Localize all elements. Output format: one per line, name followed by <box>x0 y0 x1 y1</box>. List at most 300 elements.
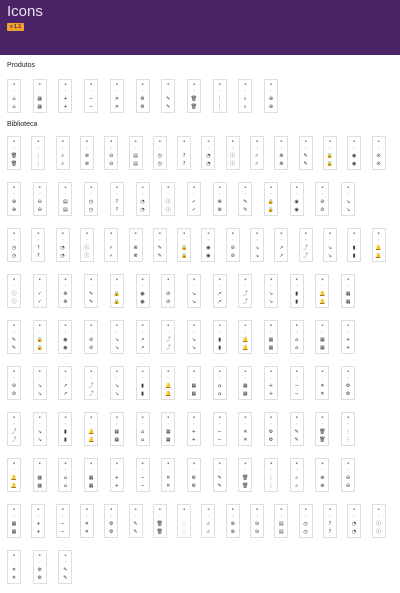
undo-icon-card[interactable] <box>136 366 150 400</box>
signature-icon-card[interactable] <box>31 504 45 538</box>
layout-2-icon: ▪ <box>90 415 93 419</box>
produto-5-icon-card[interactable] <box>110 79 124 113</box>
database-2-icon-card[interactable] <box>238 412 252 446</box>
tablet-icon-card[interactable] <box>201 504 215 538</box>
nodes-2-icon: ▦ <box>242 391 248 397</box>
grid-icon: ◦ <box>37 145 40 150</box>
hexagon-icon: ▪ <box>269 369 273 373</box>
cloud-icon-card[interactable] <box>187 320 201 354</box>
arrow-down-icon-card[interactable] <box>84 320 98 354</box>
image-icon-card[interactable] <box>347 228 361 262</box>
star-icon: ▪ <box>141 461 144 465</box>
calendar-icon-card[interactable] <box>7 274 21 308</box>
chat-plus-icon-card[interactable] <box>7 504 21 538</box>
file-plus-icon: ▦ <box>88 475 94 481</box>
external-icon: ◦ <box>269 283 273 288</box>
code-2-icon-card[interactable] <box>7 366 21 400</box>
chat-icon-card[interactable] <box>110 274 124 308</box>
bell-icon-card[interactable] <box>315 182 329 216</box>
history-icon-card[interactable] <box>84 366 98 400</box>
produto-11-icon-card[interactable] <box>264 79 278 113</box>
plus-icon-card[interactable] <box>56 136 70 170</box>
clock-icon-card[interactable] <box>323 136 337 170</box>
layout-2-icon-card[interactable] <box>84 412 98 446</box>
chat-icon: ▪ <box>115 277 118 281</box>
warning-icon-card[interactable] <box>372 504 386 538</box>
file-search-icon: ▪ <box>304 139 307 143</box>
filter-icon: ⊗ <box>133 253 138 259</box>
trend-up-icon: ◦ <box>218 191 221 196</box>
translate-2-icon-card[interactable] <box>33 458 47 492</box>
hourglass-icon-card[interactable] <box>153 504 167 538</box>
produto-9-icon: ◦ <box>218 88 221 93</box>
file-code-icon: ◦ <box>328 237 332 242</box>
produto-6-icon: ◦ <box>141 88 144 93</box>
translate-2-icon: ◦ <box>38 467 41 472</box>
redo-icon-card[interactable] <box>110 366 124 400</box>
tool-icon: ◷ <box>88 207 94 213</box>
box-2-icon-card[interactable] <box>274 504 288 538</box>
arrow-right-icon-card[interactable] <box>33 320 47 354</box>
bar-chart-icon-card[interactable] <box>290 182 304 216</box>
database-2-icon: ✕ <box>243 429 248 435</box>
arrow-left-icon: ◦ <box>12 329 16 334</box>
fullscreen-icon: ◷ <box>11 245 17 251</box>
produto-1-icon-card[interactable] <box>7 79 21 113</box>
package-icon-card[interactable] <box>238 458 252 492</box>
check-circle-icon-card[interactable] <box>33 182 47 216</box>
fullscreen-exit-icon-card[interactable] <box>31 228 45 262</box>
star-add-icon: + <box>114 475 119 481</box>
cloud-down-icon: 🔔 <box>242 337 249 343</box>
star-add-icon: ▪ <box>115 461 118 465</box>
box-icon: ✕ <box>320 391 325 397</box>
flask-icon: ◦ <box>64 559 67 564</box>
star-icon-card[interactable] <box>136 458 150 492</box>
expand-icon: ▪ <box>167 323 170 327</box>
play-icon: ▪ <box>347 461 350 465</box>
list-check-icon-card[interactable] <box>161 274 175 308</box>
search-icon-card[interactable] <box>226 136 240 170</box>
id-card-icon-card[interactable] <box>226 228 240 262</box>
code-icon-card[interactable] <box>250 228 264 262</box>
monitor-2-icon: ◦ <box>64 421 67 426</box>
info-icon: ▪ <box>12 185 16 189</box>
redo-icon: ↘ <box>114 383 119 389</box>
zoom-in-icon-card[interactable] <box>250 136 264 170</box>
nodes-2-icon: ▦ <box>242 383 248 389</box>
mail-icon-card[interactable] <box>58 274 72 308</box>
chevron-right-icon-card[interactable] <box>315 274 329 308</box>
bell-icon: ▪ <box>321 185 324 189</box>
sigma-icon: ⋮ <box>181 529 187 535</box>
funnel-icon: ▪ <box>61 507 64 511</box>
star-add-icon-card[interactable] <box>110 458 124 492</box>
chat-2-icon: ▪ <box>141 277 144 281</box>
file-search-icon-card[interactable] <box>299 136 313 170</box>
check-icon: ◦ <box>192 283 196 288</box>
file-code-icon-card[interactable] <box>323 228 337 262</box>
check-icon-card[interactable] <box>187 274 201 308</box>
page-header <box>0 0 400 55</box>
lock-icon: ? <box>115 199 119 205</box>
upload-icon-card[interactable] <box>341 320 355 354</box>
expand-icon-card[interactable] <box>161 320 175 354</box>
refresh-icon: ◦ <box>38 375 41 380</box>
produto-8-icon: ▪ <box>192 82 195 86</box>
list-icon: ▪ <box>110 231 113 235</box>
chevron-left-icon: ▪ <box>295 277 298 281</box>
trash-icon: ◦ <box>182 145 186 150</box>
chart-grid-icon-card[interactable] <box>129 504 143 538</box>
code-3-icon-card[interactable] <box>264 458 278 492</box>
tool-icon: ◦ <box>89 191 93 196</box>
package-icon: 🗑 <box>242 475 249 481</box>
layout-3-icon-card[interactable] <box>187 412 201 446</box>
section-title-biblioteca: Biblioteca <box>7 121 38 128</box>
undo-icon: ▮ <box>141 391 144 397</box>
flask-icon-card[interactable] <box>58 550 72 584</box>
chevron-up-icon: ▦ <box>345 291 351 297</box>
mail-icon: ⊗ <box>63 299 68 305</box>
calendar-icon: ⓘ <box>11 291 17 297</box>
move-icon: ▪ <box>115 323 118 327</box>
nodes-icon: ◦ <box>218 375 221 380</box>
moon-icon: ◦ <box>12 559 16 564</box>
align-justify-icon: ⓘ <box>84 245 90 251</box>
chart-line-icon: ✕ <box>84 529 89 535</box>
list-icon-card[interactable] <box>104 228 118 262</box>
help-icon: ▪ <box>353 139 356 143</box>
warning-icon: ⓘ <box>375 529 381 535</box>
external-icon-card[interactable] <box>264 274 278 308</box>
coins-icon: ◦ <box>269 421 273 426</box>
login-icon-card[interactable] <box>264 320 278 354</box>
file-text-icon-card[interactable] <box>58 458 72 492</box>
chevron-up-icon-card[interactable] <box>341 274 355 308</box>
server-icon-card[interactable] <box>290 412 304 446</box>
resize-icon-card[interactable] <box>136 320 150 354</box>
chat-plus-icon: ▪ <box>12 507 16 511</box>
produto-4-icon-card[interactable] <box>84 79 98 113</box>
code-brackets-icon-card[interactable] <box>274 228 288 262</box>
star-list-icon: ▪ <box>167 461 170 465</box>
hexagon-icon-card[interactable] <box>264 366 278 400</box>
rocket-icon-card[interactable] <box>161 366 175 400</box>
login-2-icon-card[interactable] <box>315 320 329 354</box>
cloud-up-icon: ▪ <box>218 323 221 327</box>
bomb-icon: ⋮ <box>345 437 351 443</box>
produto-9-icon-card[interactable] <box>213 79 227 113</box>
user-check-icon-card[interactable] <box>177 228 191 262</box>
database-icon-card[interactable] <box>136 412 150 446</box>
produto-9-icon: ▪ <box>218 82 221 86</box>
bomb-icon-card[interactable] <box>341 412 355 446</box>
produto-8-icon: 🗑 <box>190 96 198 102</box>
cloud-down-icon-card[interactable] <box>238 320 252 354</box>
tag-2-icon-card[interactable] <box>299 504 313 538</box>
star-half-icon: ⚙ <box>191 475 197 481</box>
funnel-icon-card[interactable] <box>56 504 70 538</box>
trend-up-icon: ⊗ <box>217 207 222 213</box>
send-icon: ⊕ <box>320 483 325 489</box>
chat-bubbles-icon-card[interactable] <box>84 274 98 308</box>
align-left-icon-card[interactable] <box>56 228 70 262</box>
translate-icon-card[interactable] <box>7 458 21 492</box>
code-3-icon: ▪ <box>269 461 273 465</box>
package-icon: ◦ <box>244 467 247 472</box>
moon-plus-icon-card[interactable] <box>33 550 47 584</box>
tag-icon: ◦ <box>110 513 113 518</box>
plus-icon: ▪ <box>61 139 64 143</box>
eye-icon: ◔ <box>140 199 145 205</box>
align-justify-icon: ◦ <box>85 237 89 242</box>
monitor-icon-card[interactable] <box>213 274 227 308</box>
sigma-icon-card[interactable] <box>177 504 191 538</box>
record-icon: ⊖ <box>254 529 260 535</box>
code-icon: ▪ <box>255 231 259 235</box>
layout-2-icon: 🔔 <box>87 437 95 443</box>
version-badge: v 1.1 <box>7 23 24 31</box>
logout-icon: ▪ <box>295 323 298 327</box>
rocket-2-icon-card[interactable] <box>187 366 201 400</box>
arrow-left-icon: ✎ <box>11 345 17 351</box>
settings-2-icon-card[interactable] <box>290 366 304 400</box>
sigma-icon: ⋮ <box>181 521 187 527</box>
lock-icon-card[interactable] <box>110 182 124 216</box>
trend-down-icon-card[interactable] <box>187 182 201 216</box>
file-search-icon: ✎ <box>303 161 308 167</box>
play-icon-card[interactable] <box>341 458 355 492</box>
info-icon: ⊕ <box>11 199 17 205</box>
star-list-icon-card[interactable] <box>161 458 175 492</box>
minus-icon-card[interactable] <box>80 136 94 170</box>
coins-icon-card[interactable] <box>264 412 278 446</box>
table-icon-card[interactable] <box>161 412 175 446</box>
archive-icon: ↘ <box>37 429 42 435</box>
bar-chart-icon: ▪ <box>295 185 298 189</box>
rocket-2-icon: ◦ <box>192 375 196 380</box>
funnel-icon: − <box>60 521 65 527</box>
compress-icon: ▪ <box>115 415 118 419</box>
chart-line-icon-card[interactable] <box>80 504 94 538</box>
close-circle-icon: ▪ <box>64 185 67 189</box>
trend-up-2-icon: ✎ <box>243 207 248 213</box>
login-2-icon: ▦ <box>320 337 325 343</box>
share-icon-card[interactable] <box>341 366 355 400</box>
produto-6-icon-card[interactable] <box>136 79 150 113</box>
trend-up-2-icon: ▪ <box>244 185 247 189</box>
filter-icon: ◦ <box>134 237 137 242</box>
move-icon-card[interactable] <box>110 320 124 354</box>
box-icon-card[interactable] <box>315 366 329 400</box>
refresh-icon-card[interactable] <box>33 366 47 400</box>
chat-plus-icon: ▦ <box>11 529 17 535</box>
info-icon: ⊕ <box>11 207 17 213</box>
shield-check-icon-card[interactable] <box>226 504 240 538</box>
moon-icon-card[interactable] <box>7 550 21 584</box>
server-icon: ▪ <box>295 415 298 419</box>
align-justify-icon-card[interactable] <box>80 228 94 262</box>
box-icon: ◦ <box>321 375 324 380</box>
image-icon: ▪ <box>353 231 356 235</box>
produto-8-icon-card[interactable] <box>187 79 201 113</box>
monitor-2-icon: ▮ <box>64 437 67 443</box>
user-off-icon-card[interactable] <box>201 228 215 262</box>
warning-icon: ▪ <box>377 507 380 511</box>
more-vertical-icon: ◦ <box>207 145 210 150</box>
trend-up-2-icon-card[interactable] <box>238 182 252 216</box>
search-icon: ▪ <box>231 139 234 143</box>
layout-4-icon-card[interactable] <box>213 412 227 446</box>
eye-off-icon-card[interactable] <box>161 182 175 216</box>
edit-icon: ▪ <box>158 139 161 143</box>
produto-3-icon: + <box>63 104 68 110</box>
apps-icon-card[interactable] <box>341 182 355 216</box>
nodes-2-icon-card[interactable] <box>238 366 252 400</box>
tag-icon: ▪ <box>110 507 113 511</box>
database-2-icon: ▪ <box>244 415 247 419</box>
calendar-2-icon-card[interactable] <box>33 274 47 308</box>
card-icon: 🔔 <box>375 253 382 259</box>
compress-icon: ▦ <box>114 429 120 435</box>
coins-icon: ▪ <box>269 415 273 419</box>
zoom-out-icon-card[interactable] <box>274 136 288 170</box>
nodes-2-icon: ◦ <box>244 375 247 380</box>
fullscreen-icon-card[interactable] <box>7 228 21 262</box>
expand-icon: ⤴ <box>165 345 171 351</box>
help-icon-card[interactable] <box>347 136 361 170</box>
signature-icon: + <box>36 529 41 535</box>
logout-icon-card[interactable] <box>290 320 304 354</box>
produto-7-icon-card[interactable] <box>161 79 175 113</box>
arrow-up-icon-card[interactable] <box>58 320 72 354</box>
arrow-right-icon: 🔒 <box>36 337 43 343</box>
plus-icon: ⌕ <box>61 161 64 167</box>
produto-3-icon-card[interactable] <box>58 79 72 113</box>
produto-10-icon-card[interactable] <box>238 79 252 113</box>
list-check-icon: ▪ <box>167 277 170 281</box>
id-badge-icon-card[interactable] <box>323 504 337 538</box>
produto-3-icon: + <box>63 96 68 102</box>
flask-icon: ▪ <box>64 553 67 557</box>
refresh-icon: ↘ <box>37 391 42 397</box>
arrow-left-icon-card[interactable] <box>7 320 21 354</box>
trend-down-2-icon-card[interactable] <box>264 182 278 216</box>
star-half-icon-card[interactable] <box>187 458 201 492</box>
license-icon-card[interactable] <box>347 504 361 538</box>
file-plus-icon: ▪ <box>90 461 93 465</box>
layout-4-icon: ▪ <box>218 415 221 419</box>
layout-3-icon: + <box>191 429 196 435</box>
calendar-2-icon: ▪ <box>38 277 41 281</box>
more-vertical-icon-card[interactable] <box>201 136 215 170</box>
layout-icon-card[interactable] <box>7 412 21 446</box>
share-2-icon-card[interactable] <box>213 458 227 492</box>
home-icon: 🗑 <box>10 161 18 167</box>
tag-icon-card[interactable] <box>104 504 118 538</box>
info-icon-card[interactable] <box>7 182 21 216</box>
compress-icon-card[interactable] <box>110 412 124 446</box>
apps-icon: ▪ <box>347 185 350 189</box>
clock-2-icon-card[interactable] <box>372 136 386 170</box>
trash-icon-card[interactable] <box>177 136 191 170</box>
eye-off-icon: ▪ <box>167 185 170 189</box>
send-icon-card[interactable] <box>315 458 329 492</box>
eye-icon-card[interactable] <box>136 182 150 216</box>
produto-11-icon: ⊕ <box>268 96 274 102</box>
bell-icon: ⊘ <box>320 207 325 213</box>
chevron-left-icon: ▮ <box>295 299 299 305</box>
phone-icon: ▪ <box>295 461 298 465</box>
user-list-icon-card[interactable] <box>153 228 167 262</box>
arrow-down-icon: ▪ <box>90 323 93 327</box>
rotate-icon-card[interactable] <box>315 412 329 446</box>
file-plus-icon: ▦ <box>88 483 94 489</box>
login-icon: ▦ <box>268 337 274 343</box>
play-icon: ⊖ <box>345 483 351 489</box>
clock-2-icon: ▪ <box>377 139 380 143</box>
card-icon-card[interactable] <box>372 228 386 262</box>
arrow-down-icon: ◦ <box>89 329 93 334</box>
refresh-icon: ↘ <box>37 383 42 389</box>
filter-icon-card[interactable] <box>129 228 143 262</box>
sync-icon-card[interactable] <box>58 366 72 400</box>
edit-icon-card[interactable] <box>153 136 167 170</box>
layout-icon: ⤴ <box>11 437 17 443</box>
home-icon: ◦ <box>12 145 16 150</box>
chevron-up-icon: ▦ <box>345 299 351 305</box>
cloud-icon: ↘ <box>191 337 196 343</box>
link-icon-card[interactable] <box>238 274 252 308</box>
close-circle-icon-card[interactable] <box>58 182 72 216</box>
chat-bubbles-icon: ▪ <box>90 277 93 281</box>
tool-icon-card[interactable] <box>84 182 98 216</box>
nodes-icon-card[interactable] <box>213 366 227 400</box>
monitor-2-icon-card[interactable] <box>58 412 72 446</box>
archive-icon-card[interactable] <box>33 412 47 446</box>
grid-icon-card[interactable] <box>31 136 45 170</box>
chat-2-icon-card[interactable] <box>136 274 150 308</box>
produto-2-icon-card[interactable] <box>33 79 47 113</box>
chevron-left-icon-card[interactable] <box>290 274 304 308</box>
sync-icon: ↗ <box>63 383 68 389</box>
phone-icon-card[interactable] <box>290 458 304 492</box>
more-vertical-icon: ◔ <box>206 153 211 159</box>
bar-chart-icon: ◉ <box>294 207 299 213</box>
eye-off-icon: ⓘ <box>165 199 171 205</box>
cloud-up-icon-card[interactable] <box>213 320 227 354</box>
record-icon-card[interactable] <box>250 504 264 538</box>
chat-icon: ◦ <box>115 283 118 288</box>
trend-up-icon-card[interactable] <box>213 182 227 216</box>
monitor-icon: ↗ <box>217 291 222 297</box>
file-plus-icon-card[interactable] <box>84 458 98 492</box>
home-icon-card[interactable] <box>7 136 21 170</box>
fullscreen-exit-icon: ? <box>36 253 40 259</box>
shield-check-icon: ⊕ <box>230 529 235 535</box>
close-icon-card[interactable] <box>104 136 118 170</box>
home-icon: ▪ <box>12 139 16 143</box>
braces-icon-card[interactable] <box>299 228 313 262</box>
database-icon: ◦ <box>141 421 144 426</box>
hexagon-icon: + <box>268 383 274 389</box>
tag-2-icon: ◷ <box>303 529 308 535</box>
record-icon: ▪ <box>255 507 259 511</box>
produto-5-icon: ◦ <box>115 88 118 93</box>
file-code-icon: ▪ <box>328 231 331 235</box>
settings-icon-card[interactable] <box>129 136 143 170</box>
